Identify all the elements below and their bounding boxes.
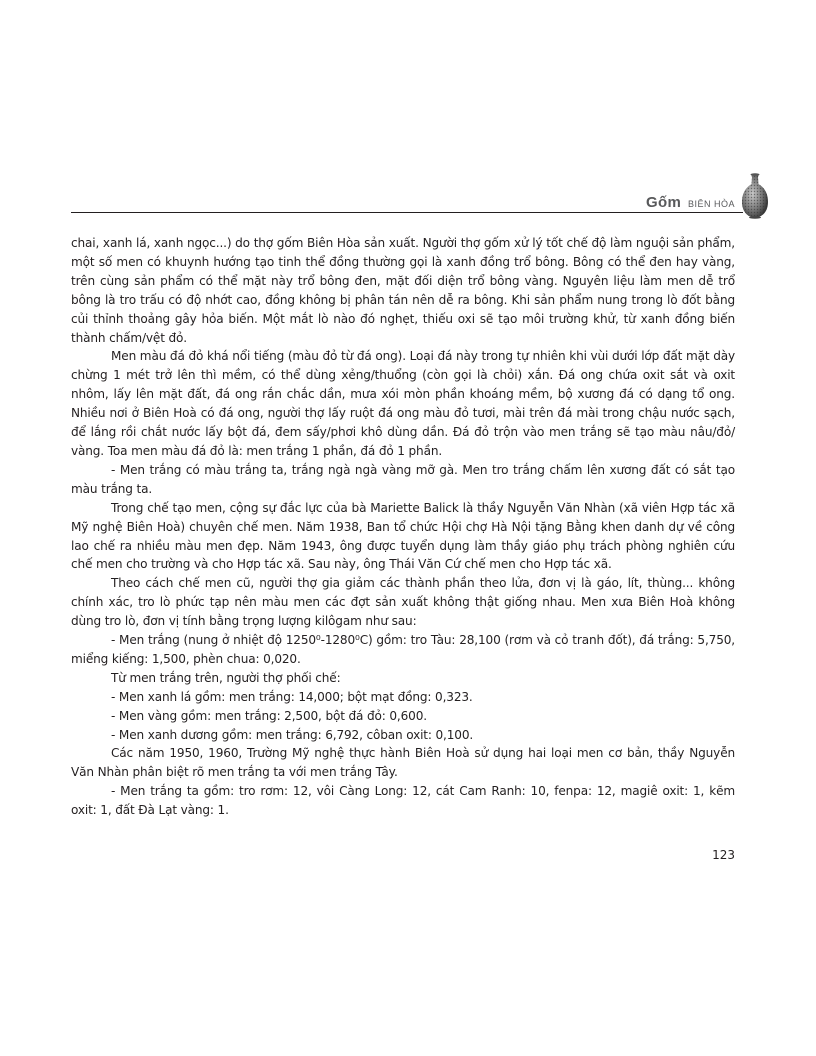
paragraph: Các năm 1950, 1960, Trường Mỹ nghệ thực hành Biên Hoà sử dụng hai loại men cơ bản, thầy Nguyễn Văn Nhàn phân biệt rõ men trắng ta với men trắng Tây.: [71, 746, 735, 780]
paragraph: Theo cách chế men cũ, người thợ gia giảm các thành phần theo lửa, đơn vị là gáo, lít, thùng... không chính xác, tro lò phức tạp nên màu men các đợt sản xuất không thật giống nhau. Men xưa Biên Hoà không dùng tro lò, đơn vị tính bằng trọng lượng kilôgam như sau:: [71, 576, 735, 629]
body-text: [71, 234, 735, 820]
brand-subtitle: BIÊN HÒA: [687, 199, 735, 209]
vase-icon: [741, 172, 769, 220]
running-header: [71, 168, 769, 216]
header-rule: [71, 212, 743, 213]
paragraph: - Men trắng có màu trắng ta, trắng ngà ngà vàng mỡ gà. Men tro trắng chấm lên xương đất có sắt tạo màu trắng ta.: [71, 462, 735, 496]
paragraph: Men màu đá đỏ khá nổi tiếng (màu đỏ từ đá ong). Loại đá này trong tự nhiên khi vùi dưới lớp đất mặt dày chừng 1 mét trở lên thì mềm, có thể dùng xẻng/thuổng (còn gọi là chỏi) xắn. Đá ong chứa oxit sắt và oxit nhôm, lấy lên mặt đất, đá ong rắn chắc dần, mưa xói mòn phần khoáng mềm, bộ xương đá có dạng tổ ong. Nhiều nơi ở Biên Hoà có đá ong, người thợ lấy ruột đá ong màu đỏ tươi, mài trên đá mài trong chậu nước sạch, để lắng rồi chắt nước lấy bột đá, đem sấy/phơi khô dùng dần. Đá đỏ trộn vào men trắng sẽ tạo màu nâu/đỏ/ vàng. Toa men màu đá đỏ là: men trắng 1 phần, đá đỏ 1 phần.: [71, 349, 735, 458]
paragraph: - Men xanh lá gồm: men trắng: 14,000; bột mạt đồng: 0,323.: [111, 689, 473, 704]
paragraph: Trong chế tạo men, cộng sự đắc lực của bà Mariette Balick là thầy Nguyễn Văn Nhàn (xã viên Hợp tác xã Mỹ nghệ Biên Hoà) chuyên chế men. Năm 1938, Ban tổ chức Hội chợ Hà Nội tặng Bằng khen danh dự về công lao chế ra nhiều màu men đẹp. Năm 1943, ông được tuyển dụng làm thầy giáo phụ trách phòng nghiên cứu chế men cho trường và cho Hợp tác xã. Sau này, ông Thái Văn Cứ chế men cho Hợp tác xã.: [71, 500, 735, 572]
paragraph: - Men trắng (nung ở nhiệt độ 1250⁰-1280⁰C) gồm: tro Tàu: 28,100 (rơm và cỏ tranh đốt), đá trắng: 5,750, miểng kiếng: 1,500, phèn chua: 0,020.: [71, 633, 735, 666]
paragraph: - Men trắng ta gồm: tro rơm: 12, vôi Càng Long: 12, cát Cam Ranh: 10, fenpa: 12, magiê oxit: 1, kẽm oxit: 1, đất Đà Lạt vàng: 1.: [71, 784, 735, 818]
paragraph: - Men xanh dương gồm: men trắng: 6,792, côban oxit: 0,100.: [111, 727, 474, 742]
header-brand: [646, 194, 735, 211]
page-number: 123: [712, 848, 735, 862]
paragraph: chai, xanh lá, xanh ngọc...) do thợ gốm Biên Hòa sản xuất. Người thợ gốm xử lý tốt chế độ làm nguội sản phẩm, một số men có khuynh hướng tạo tinh thể đồng thường gọi là xanh đồng trổ bông. Bông có thể đen hay vàng, trên cùng sản phẩm có thể mặt này trổ bông đen, mặt đối diện trổ bông vàng. Nguyên liệu làm men dễ trổ bông là tro trấu có độ nhớt cao, đồng không bị phân tán nên dễ ra bông. Khi sản phẩm nung trong lò đốt bằng củi thỉnh thoảng gây hỏa biến. Một mắt lò nào đó nghẹt, thiếu oxi sẽ tạo môi trường khử, từ xanh đồng biến thành chấm/vệt đỏ.: [71, 236, 735, 345]
brand-title: Gốm: [646, 194, 682, 211]
paragraph: Từ men trắng trên, người thợ phối chế:: [111, 670, 341, 685]
paragraph: - Men vàng gồm: men trắng: 2,500, bột đá đỏ: 0,600.: [111, 708, 427, 723]
